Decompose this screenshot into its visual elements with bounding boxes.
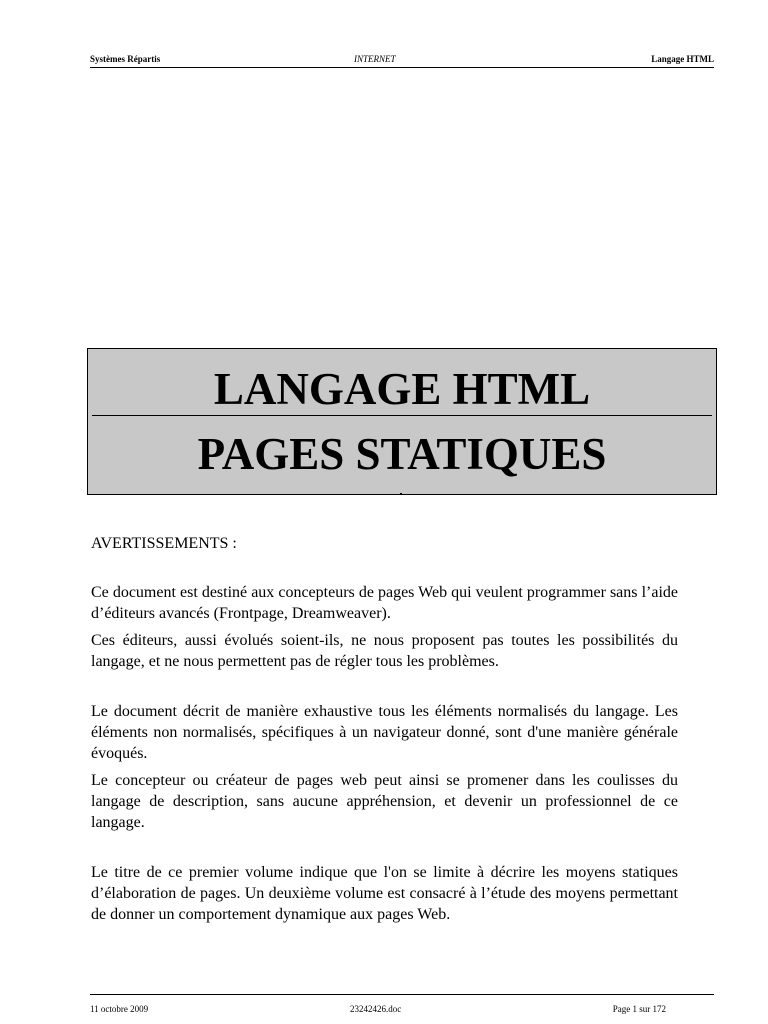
footer-filename: 23242426.doc bbox=[350, 1004, 402, 1014]
header-section-title: INTERNET bbox=[354, 54, 396, 64]
paragraph: Le titre de ce premier volume indique que l'on se limite à décrire les moyens statiques d’élaboration de pages. Un deuxième volume est consacré à l’étude des moyens permettant de donner un comportement dynamique aux pages Web. bbox=[91, 864, 678, 923]
header-course-title: Systèmes Répartis bbox=[90, 54, 161, 64]
paragraph: Ces éditeurs, aussi évolués soient-ils, ne nous proposent pas toutes les possibilités du langage, et ne nous permettent pas de régler tous les problèmes. bbox=[91, 632, 678, 670]
title-dot-mark bbox=[400, 493, 402, 495]
paragraph: Le concepteur ou créateur de pages web peut ainsi se promener dans les coulisses du langage de description, sans aucune appréhension, et devenir un professionnel de ce langage. bbox=[91, 772, 678, 831]
paragraph: Ce document est destiné aux concepteurs de pages Web qui veulent programmer sans l’aide d’éditeurs avancés (Frontpage, Dreamweaver). bbox=[91, 584, 678, 622]
document-body bbox=[91, 533, 678, 925]
header-document-title: Langage HTML bbox=[651, 54, 714, 64]
page-header bbox=[90, 53, 714, 68]
page-footer bbox=[90, 994, 714, 1015]
footer-page-number: Page 1 sur 172 bbox=[612, 1004, 666, 1014]
paragraph: Le document décrit de manière exhaustive tous les éléments normalisés du langage. Les éléments non normalisés, spécifiques à un navigateur donné, sont d'une manière générale évoqués. bbox=[91, 703, 678, 762]
main-title: LANGAGE HTML bbox=[213, 364, 591, 414]
footer-date: 11 octobre 2009 bbox=[90, 1004, 149, 1014]
subtitle: PAGES STATIQUES bbox=[197, 429, 607, 479]
title-box bbox=[87, 348, 717, 495]
title-divider bbox=[92, 415, 712, 416]
warnings-heading: AVERTISSEMENTS : bbox=[91, 535, 237, 552]
